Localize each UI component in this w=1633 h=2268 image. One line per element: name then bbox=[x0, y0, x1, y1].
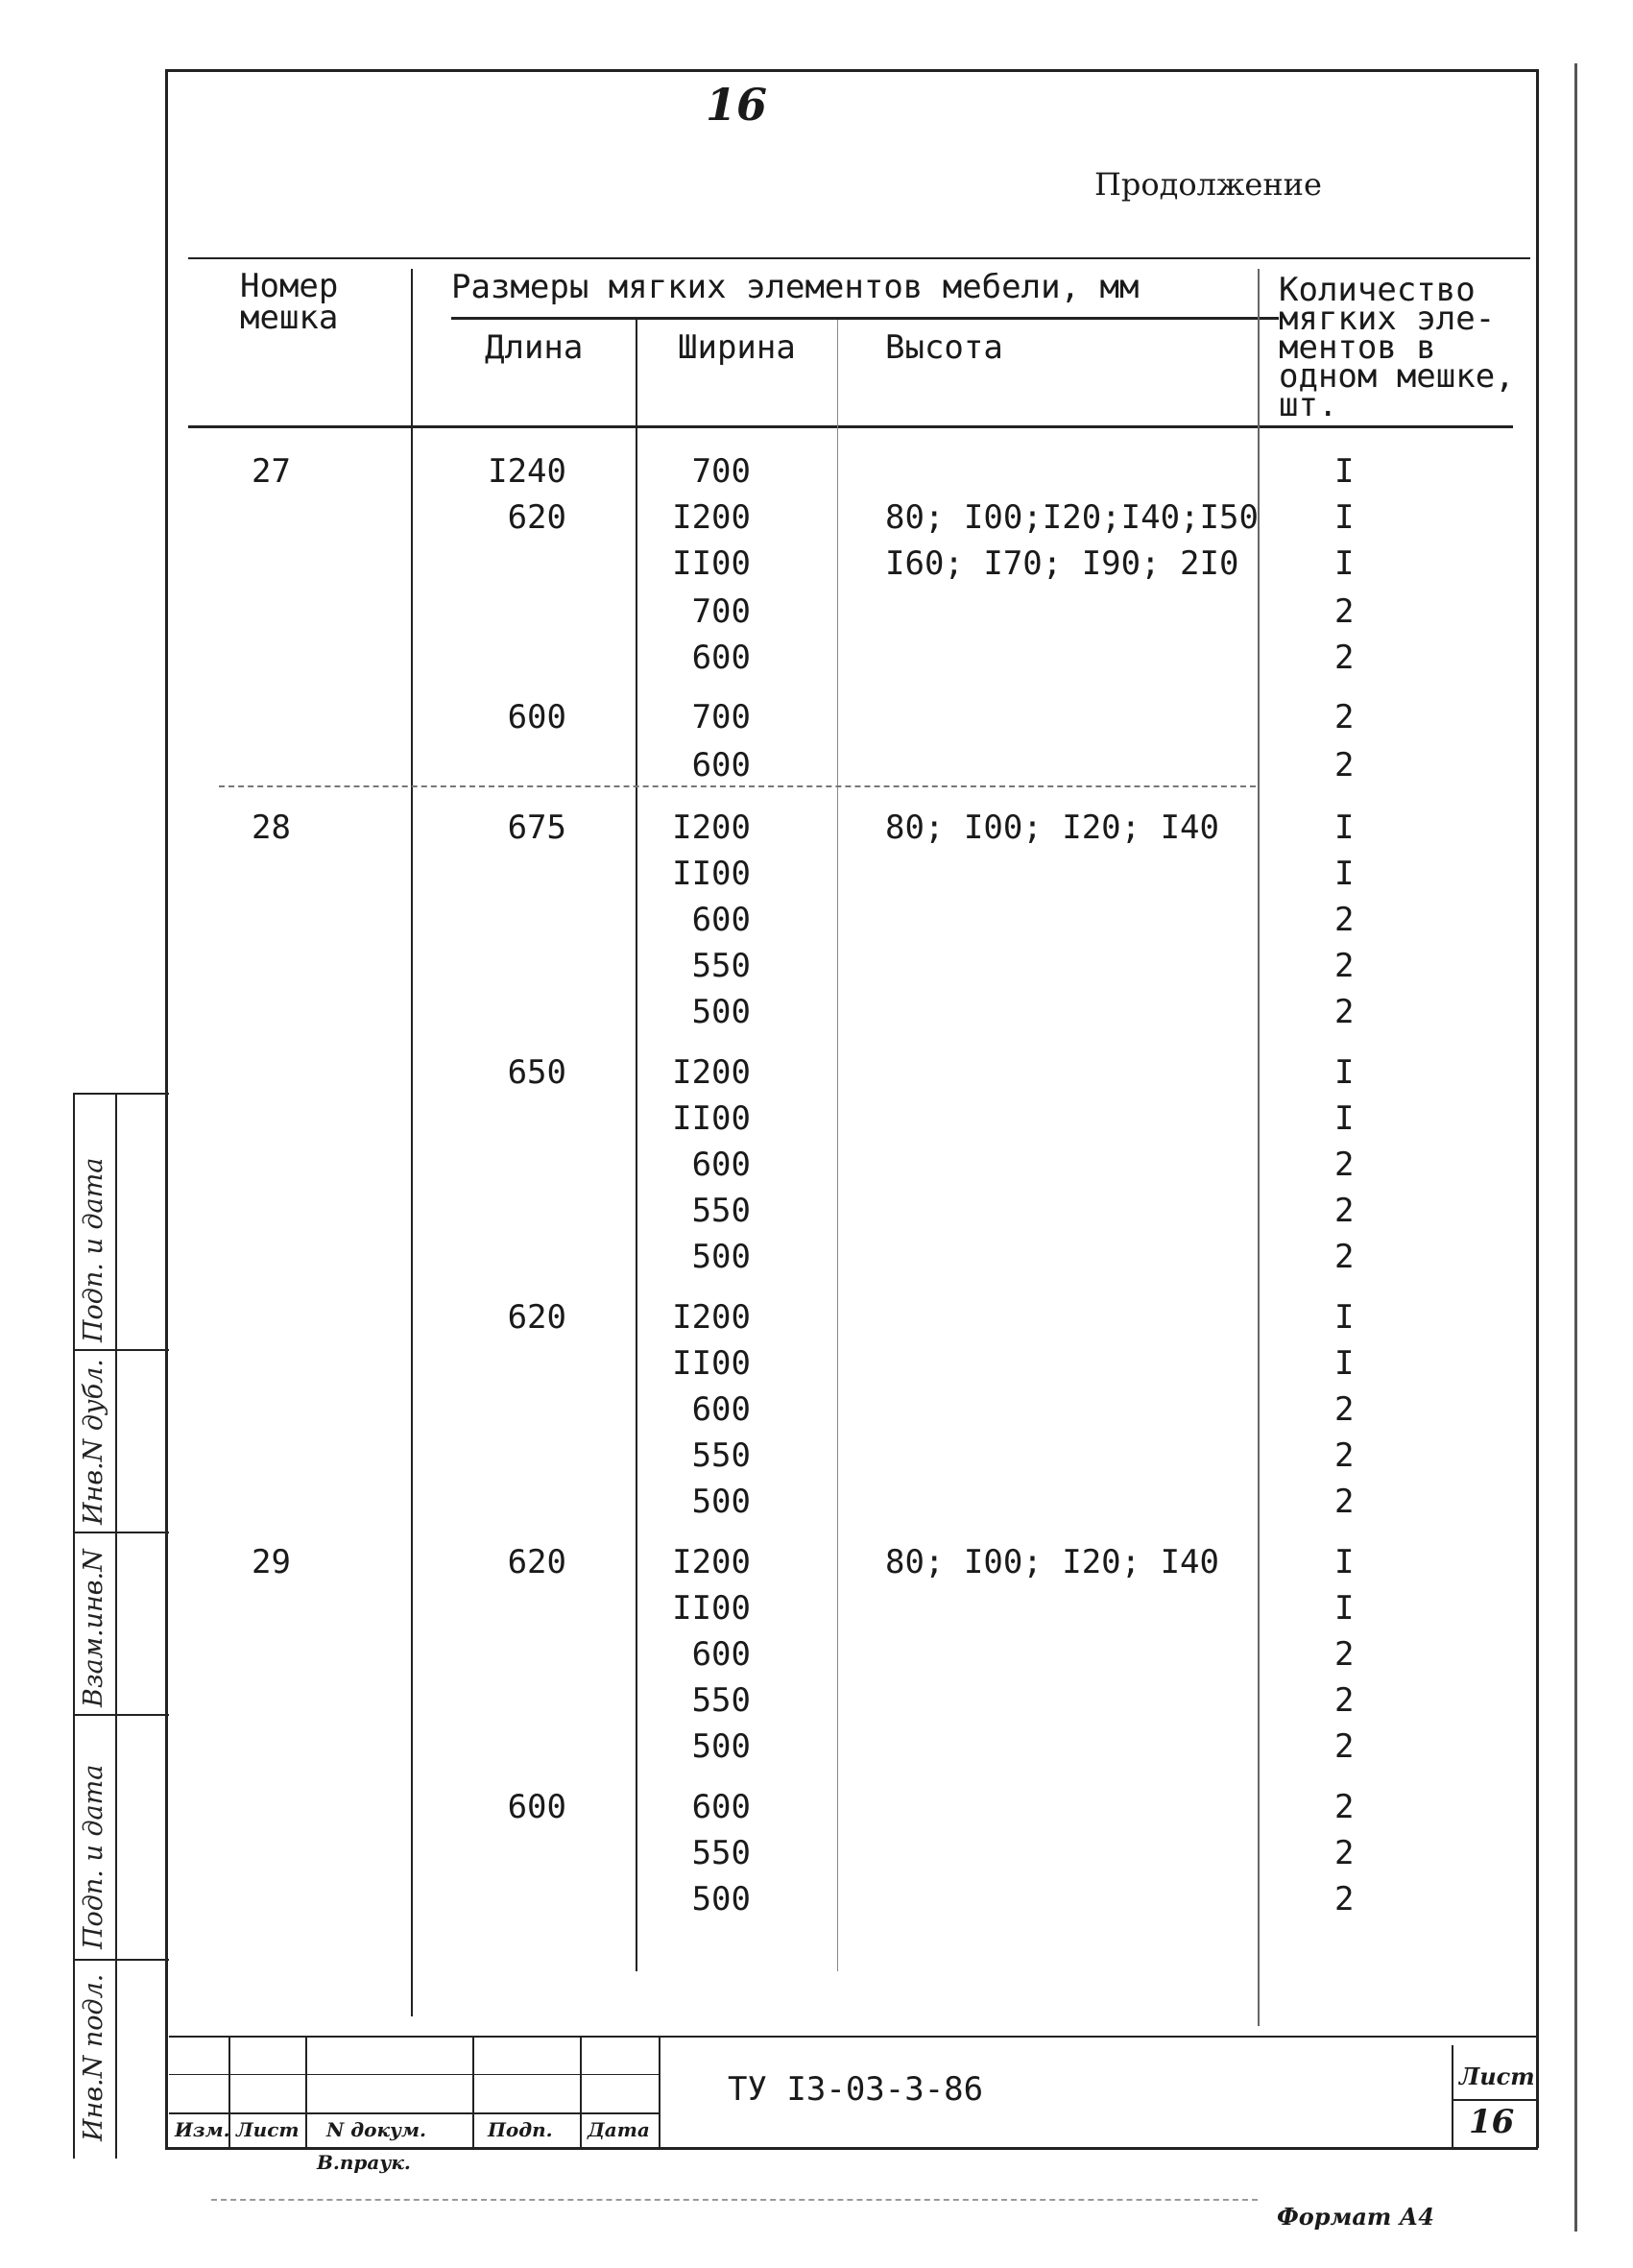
cell-qty: 2 bbox=[1334, 592, 1355, 631]
cell-qty: I bbox=[1334, 855, 1355, 893]
frame-top bbox=[165, 69, 1538, 72]
cell-qty: I bbox=[1334, 452, 1355, 491]
cell-width: I200 bbox=[672, 1053, 751, 1092]
cell-qty: I bbox=[1334, 808, 1355, 847]
cell-width: 550 bbox=[691, 1436, 751, 1475]
tb-row-1 bbox=[169, 2074, 659, 2075]
col-sep-1 bbox=[411, 269, 413, 2016]
cell-qty: 2 bbox=[1334, 947, 1355, 985]
cell-width: 600 bbox=[691, 901, 751, 939]
header-bag-text: Номер мешка bbox=[240, 267, 339, 337]
cell-qty: 2 bbox=[1334, 993, 1355, 1031]
cell-width: 600 bbox=[691, 1635, 751, 1674]
cell-length: 600 bbox=[507, 698, 566, 736]
cell-width: I200 bbox=[672, 808, 751, 847]
cell-width: 550 bbox=[691, 1681, 751, 1720]
header-qty-text: Количество мягких эле- ментов в одном мешке, шт. bbox=[1279, 271, 1515, 424]
cell-height: 80; I00; I20; I40 bbox=[885, 1543, 1219, 1581]
cell-qty: 2 bbox=[1334, 1390, 1355, 1429]
cell-qty: I bbox=[1334, 498, 1355, 537]
cell-qty: I bbox=[1334, 1344, 1355, 1383]
tb-sheet-sep bbox=[1452, 2099, 1536, 2101]
header-length: Длина bbox=[485, 328, 584, 367]
dims-group-rule bbox=[451, 317, 1279, 320]
cell-width: 700 bbox=[691, 698, 751, 736]
stamp-vzam-inv: Взам.инв.N bbox=[79, 1549, 108, 1707]
tb-sheet-label: Лист bbox=[1459, 2063, 1535, 2090]
tb-col-date: Дата bbox=[588, 2118, 650, 2141]
cell-bag: 29 bbox=[252, 1543, 291, 1581]
cell-qty: I bbox=[1334, 1053, 1355, 1092]
cell-qty: I bbox=[1334, 1099, 1355, 1138]
stamp-left-border bbox=[73, 1093, 75, 2159]
cell-qty: 2 bbox=[1334, 1681, 1355, 1720]
header-qty bbox=[1279, 271, 1515, 424]
col-sep-2 bbox=[636, 320, 637, 1971]
stamp-sep-3 bbox=[73, 1714, 169, 1716]
cell-width: 500 bbox=[691, 1727, 751, 1766]
page-number-top: 16 bbox=[706, 79, 768, 131]
cell-qty: I bbox=[1334, 544, 1355, 583]
cell-width: 700 bbox=[691, 592, 751, 631]
stamp-sep-1 bbox=[73, 1349, 169, 1351]
cell-qty: 2 bbox=[1334, 639, 1355, 677]
tb-v6 bbox=[1452, 2045, 1453, 2147]
cell-length: 620 bbox=[507, 498, 566, 537]
cell-width: 500 bbox=[691, 1238, 751, 1276]
cell-width: I200 bbox=[672, 1543, 751, 1581]
frame-left bbox=[165, 69, 168, 2148]
tb-col-izm: Изм. bbox=[175, 2118, 230, 2141]
frame-bottom bbox=[165, 2147, 1538, 2150]
cell-qty: 2 bbox=[1334, 746, 1355, 784]
tb-col-sign: Подп. bbox=[488, 2118, 553, 2141]
cell-qty: 2 bbox=[1334, 1192, 1355, 1230]
frame-right bbox=[1536, 69, 1539, 2148]
tb-v3 bbox=[472, 2036, 474, 2147]
tb-sheet-number: 16 bbox=[1469, 2103, 1515, 2141]
cell-qty: I bbox=[1334, 1543, 1355, 1581]
cell-qty: 2 bbox=[1334, 1788, 1355, 1826]
header-width: Ширина bbox=[678, 328, 796, 367]
tb-bottom-dashed bbox=[211, 2199, 1258, 2201]
cell-qty: 2 bbox=[1334, 1483, 1355, 1521]
cell-qty: 2 bbox=[1334, 1834, 1355, 1872]
tb-v4 bbox=[580, 2036, 582, 2147]
cell-length: I240 bbox=[488, 452, 566, 491]
cell-width: 500 bbox=[691, 993, 751, 1031]
cell-bag: 28 bbox=[252, 808, 291, 847]
cell-width: II00 bbox=[672, 1099, 751, 1138]
cell-width: 600 bbox=[691, 746, 751, 784]
cell-width: 550 bbox=[691, 947, 751, 985]
cell-height: I60; I70; I90; 2I0 bbox=[885, 544, 1239, 583]
cell-qty: 2 bbox=[1334, 1146, 1355, 1184]
cell-width: 550 bbox=[691, 1834, 751, 1872]
header-height: Высота bbox=[885, 328, 1003, 367]
header-bottom-rule bbox=[188, 425, 1513, 428]
group-separator-27-28 bbox=[219, 785, 1256, 787]
stamp-inv-podl: Инв.N подл. bbox=[79, 1973, 108, 2141]
table-top-rule bbox=[188, 257, 1530, 259]
cell-qty: 2 bbox=[1334, 1238, 1355, 1276]
tb-v5 bbox=[659, 2036, 660, 2147]
cell-qty: 2 bbox=[1334, 1436, 1355, 1475]
cell-width: I200 bbox=[672, 1298, 751, 1337]
header-bag bbox=[240, 267, 339, 337]
cell-bag: 27 bbox=[252, 452, 291, 491]
continuation-label: Продолжение bbox=[1094, 166, 1322, 203]
cell-width: 600 bbox=[691, 1390, 751, 1429]
stamp-top bbox=[73, 1093, 169, 1095]
cell-qty: I bbox=[1334, 1298, 1355, 1337]
tb-doc-code: ТУ I3-03-3-86 bbox=[728, 2070, 984, 2109]
tb-below-note: В.праук. bbox=[317, 2151, 411, 2174]
cell-width: II00 bbox=[672, 855, 751, 893]
cell-width: 700 bbox=[691, 452, 751, 491]
cell-width: 500 bbox=[691, 1483, 751, 1521]
cell-length: 675 bbox=[507, 808, 566, 847]
cell-qty: 2 bbox=[1334, 1635, 1355, 1674]
cell-width: I200 bbox=[672, 498, 751, 537]
tb-v2 bbox=[305, 2036, 307, 2147]
cell-width: II00 bbox=[672, 544, 751, 583]
tb-row-2 bbox=[169, 2112, 659, 2114]
col-sep-3 bbox=[837, 320, 838, 1971]
header-dims-group: Размеры мягких элементов мебели, мм bbox=[451, 268, 1140, 306]
cell-width: II00 bbox=[672, 1344, 751, 1383]
cell-qty: 2 bbox=[1334, 698, 1355, 736]
stamp-mid-border bbox=[115, 1093, 117, 2159]
tb-col-docnum: N докум. bbox=[326, 2118, 426, 2141]
cell-width: 500 bbox=[691, 1880, 751, 1918]
stamp-sep-4 bbox=[73, 1959, 169, 1961]
cell-width: II00 bbox=[672, 1589, 751, 1628]
stamp-sep-2 bbox=[73, 1532, 169, 1533]
cell-length: 600 bbox=[507, 1788, 566, 1826]
cell-length: 620 bbox=[507, 1298, 566, 1337]
tb-col-list: Лист bbox=[236, 2118, 300, 2141]
frame-right-outer bbox=[1574, 63, 1577, 2232]
stamp-sign-date-1: Подп. и дата bbox=[79, 1157, 108, 1342]
cell-qty: 2 bbox=[1334, 901, 1355, 939]
cell-width: 550 bbox=[691, 1192, 751, 1230]
cell-height: 80; I00;I20;I40;I50 bbox=[885, 498, 1259, 537]
cell-qty: 2 bbox=[1334, 1727, 1355, 1766]
cell-qty: I bbox=[1334, 1589, 1355, 1628]
tb-format: Формат А4 bbox=[1277, 2203, 1434, 2231]
cell-height: 80; I00; I20; I40 bbox=[885, 808, 1219, 847]
cell-width: 600 bbox=[691, 639, 751, 677]
stamp-sign-date-2: Подп. и дата bbox=[79, 1764, 108, 1949]
stamp-inv-dubl: Инв.N дубл. bbox=[79, 1359, 108, 1525]
cell-length: 620 bbox=[507, 1543, 566, 1581]
cell-length: 650 bbox=[507, 1053, 566, 1092]
cell-width: 600 bbox=[691, 1788, 751, 1826]
cell-qty: 2 bbox=[1334, 1880, 1355, 1918]
cell-width: 600 bbox=[691, 1146, 751, 1184]
tb-top bbox=[169, 2036, 1537, 2038]
